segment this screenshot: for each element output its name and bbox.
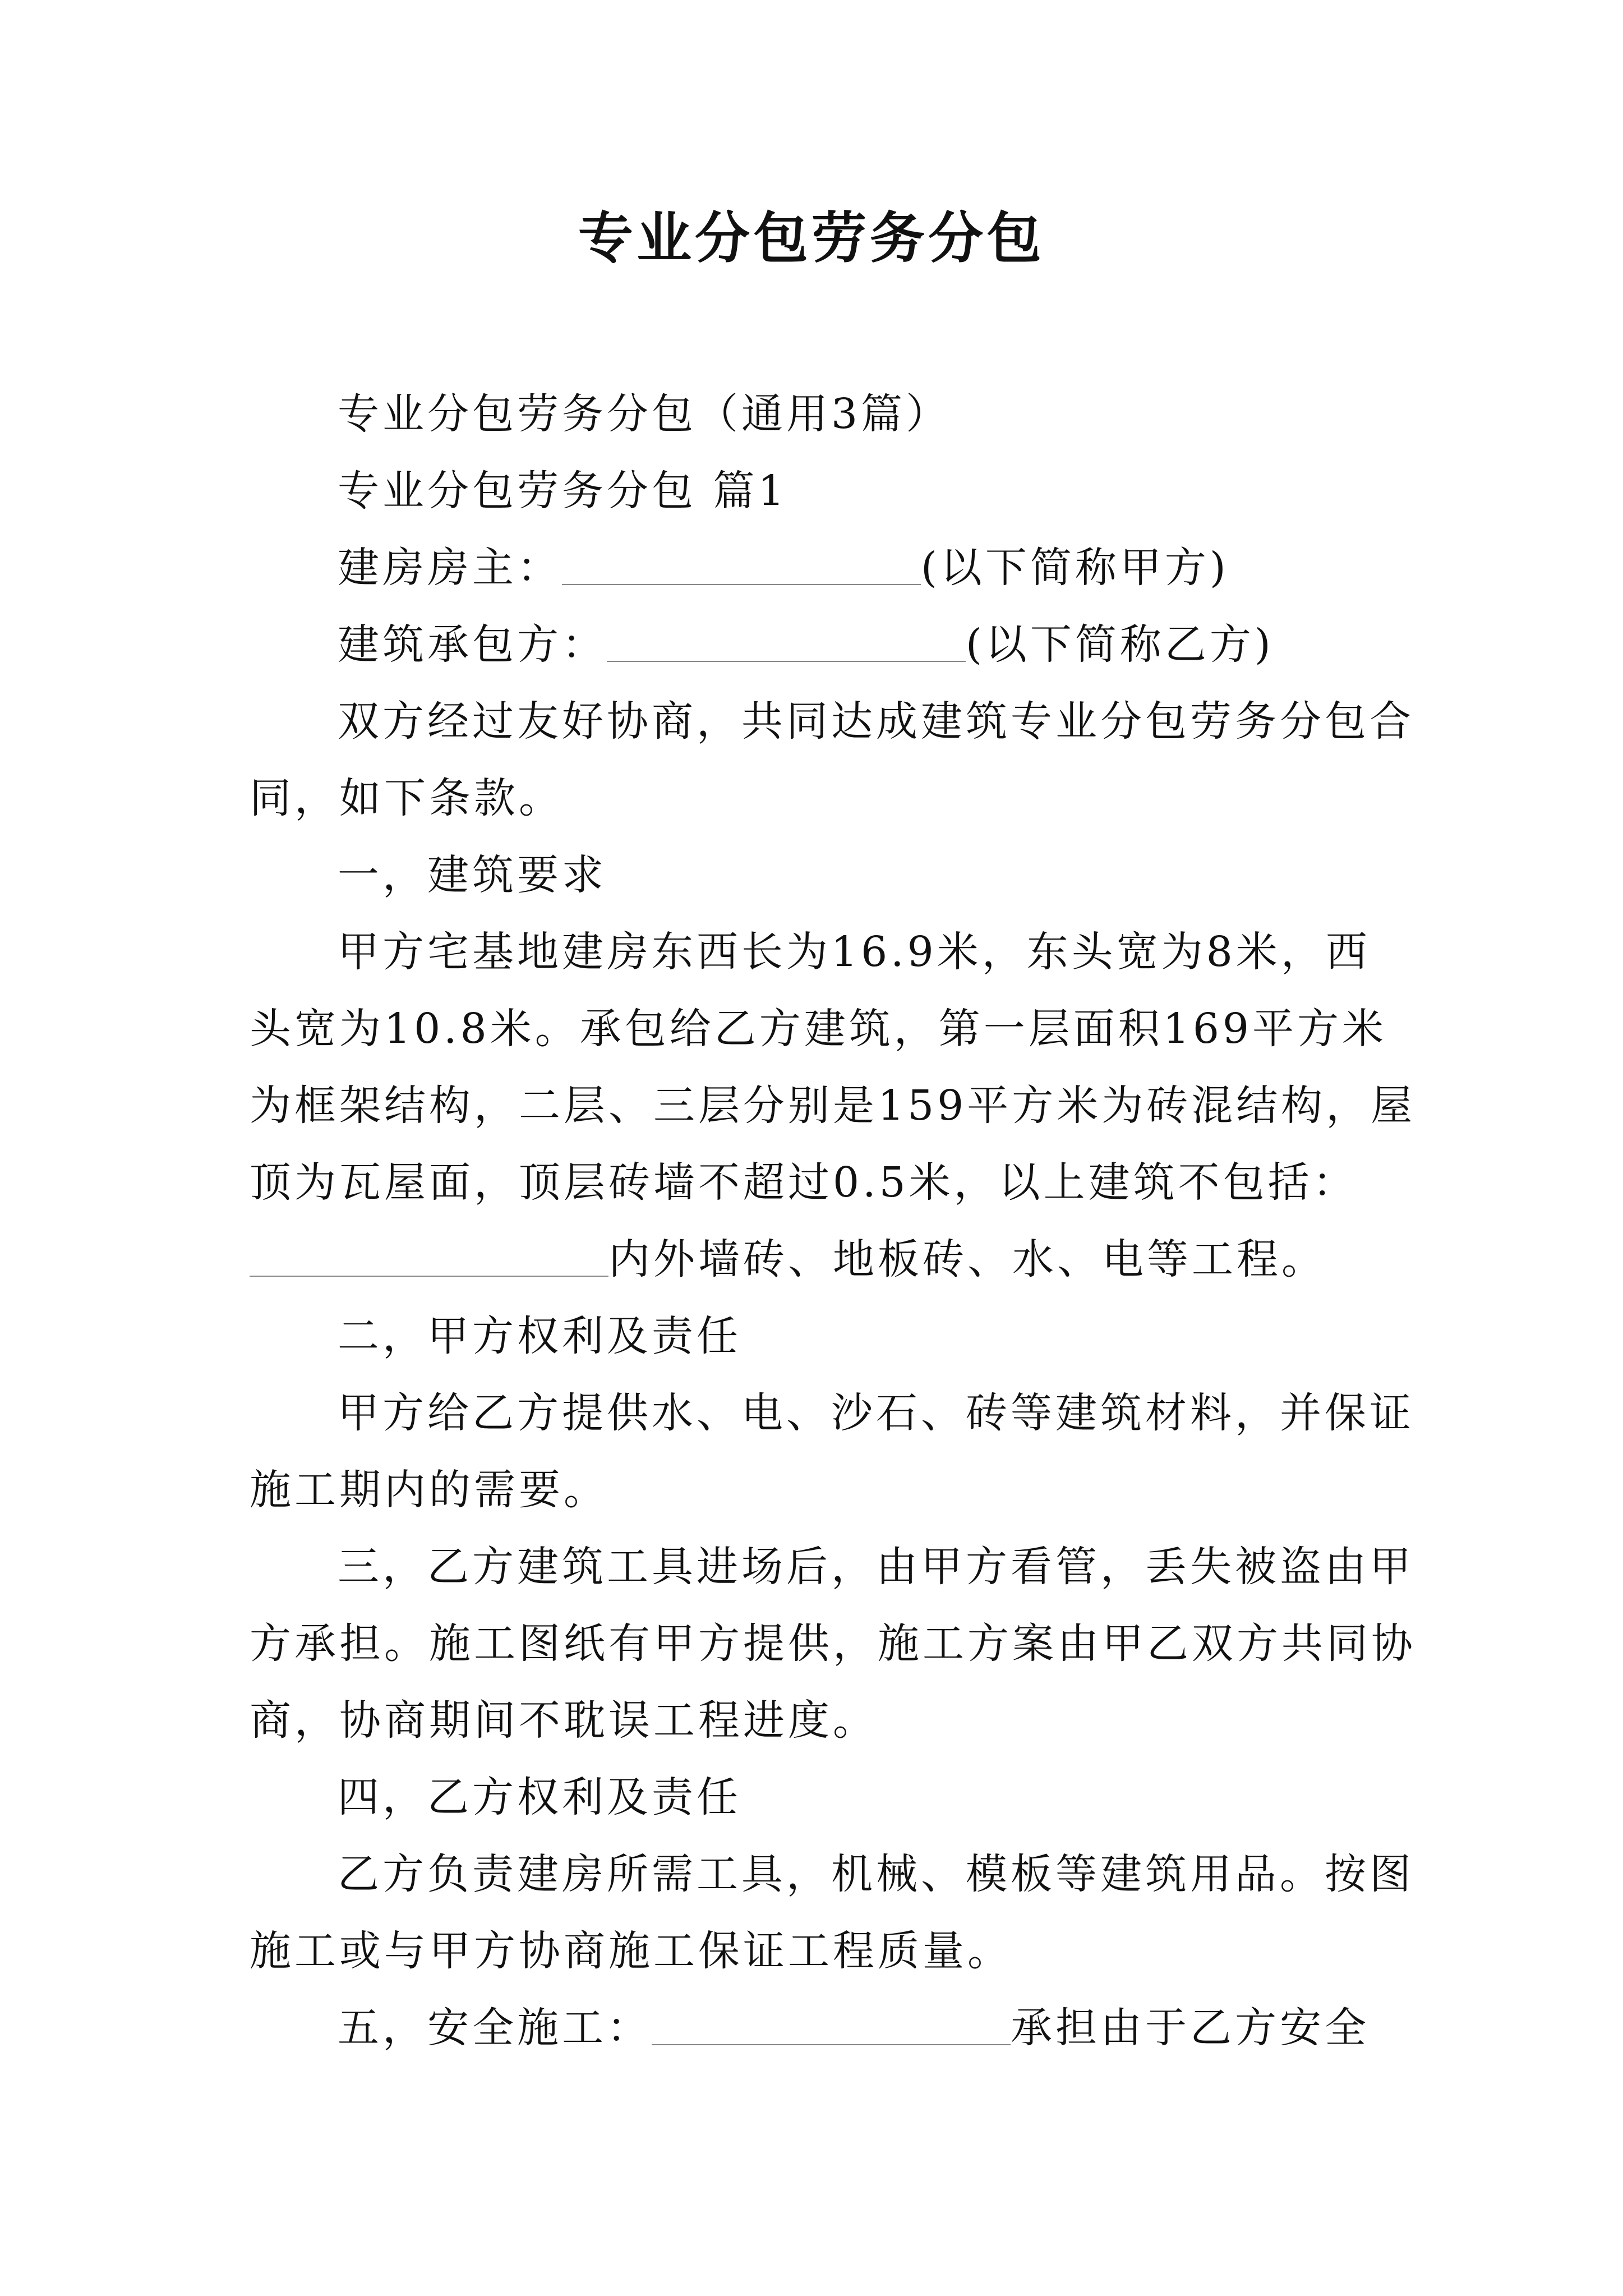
section-4-heading: 四，乙方权利及责任 xyxy=(338,1773,741,1821)
section-1-line-3: 为框架结构，二层、三层分别是159平方米为砖混结构，屋 xyxy=(250,1082,1416,1130)
section-1-line-1: 甲方宅基地建房东西长为16.9米，东头宽为8米，西 xyxy=(338,928,1371,976)
section-5-line-1 xyxy=(250,1990,1394,2067)
owner-label: 建房房主： xyxy=(338,544,562,592)
article-heading: 专业分包劳务分包 篇1 xyxy=(338,467,788,515)
contractor-label: 建筑承包方： xyxy=(338,620,607,669)
document-body xyxy=(250,376,1416,2067)
section-1-line-4: 顶为瓦屋面，顶层砖墙不超过0.5米，以上建筑不包括： xyxy=(250,1158,1358,1207)
section-3-line-2: 方承担。施工图纸有甲方提供，施工方案由甲乙双方共同协 xyxy=(250,1619,1416,1668)
contractor-line xyxy=(250,606,1394,683)
owner-suffix: (以下简称甲方) xyxy=(921,544,1229,592)
safety-blank xyxy=(652,2005,1011,2045)
section-1-line-5-suffix: 内外墙砖、地板砖、水、电等工程。 xyxy=(608,1235,1326,1283)
owner-blank xyxy=(562,545,921,585)
page-title: 专业分包劳务分包 xyxy=(578,206,1045,270)
exclusions-blank xyxy=(250,1236,608,1277)
section-1-heading: 一，建筑要求 xyxy=(338,851,607,899)
section-4-line-1: 乙方负责建房所需工具，机械、模板等建筑用品。按图 xyxy=(338,1850,1414,1898)
section-3-line-1: 三，乙方建筑工具进场后，由甲方看管，丢失被盗由甲 xyxy=(338,1543,1414,1591)
owner-line xyxy=(250,530,1394,606)
intro-line-1: 双方经过友好协商，共同达成建筑专业分包劳务分包合 xyxy=(338,697,1414,746)
section-1-line-2: 头宽为10.8米。承包给乙方建筑，第一层面积169平方米 xyxy=(250,1005,1387,1053)
section-1-line-5 xyxy=(250,1221,1394,1298)
section-2-heading: 二，甲方权利及责任 xyxy=(338,1312,741,1360)
intro-line-2: 同，如下条款。 xyxy=(250,774,564,822)
contractor-blank xyxy=(607,622,966,662)
subtitle: 专业分包劳务分包（通用3篇） xyxy=(338,390,951,438)
contractor-suffix: (以下简称乙方) xyxy=(966,620,1274,669)
section-5-suffix: 承担由于乙方安全 xyxy=(1011,2004,1370,2052)
section-2-line-1: 甲方给乙方提供水、电、沙石、砖等建筑材料，并保证 xyxy=(338,1389,1414,1437)
section-5-label: 五，安全施工： xyxy=(338,2004,652,2052)
section-4-line-2: 施工或与甲方协商施工保证工程质量。 xyxy=(250,1927,1012,1975)
section-3-line-3: 商，协商期间不耽误工程进度。 xyxy=(250,1696,878,1745)
section-2-line-2: 施工期内的需要。 xyxy=(250,1466,608,1514)
